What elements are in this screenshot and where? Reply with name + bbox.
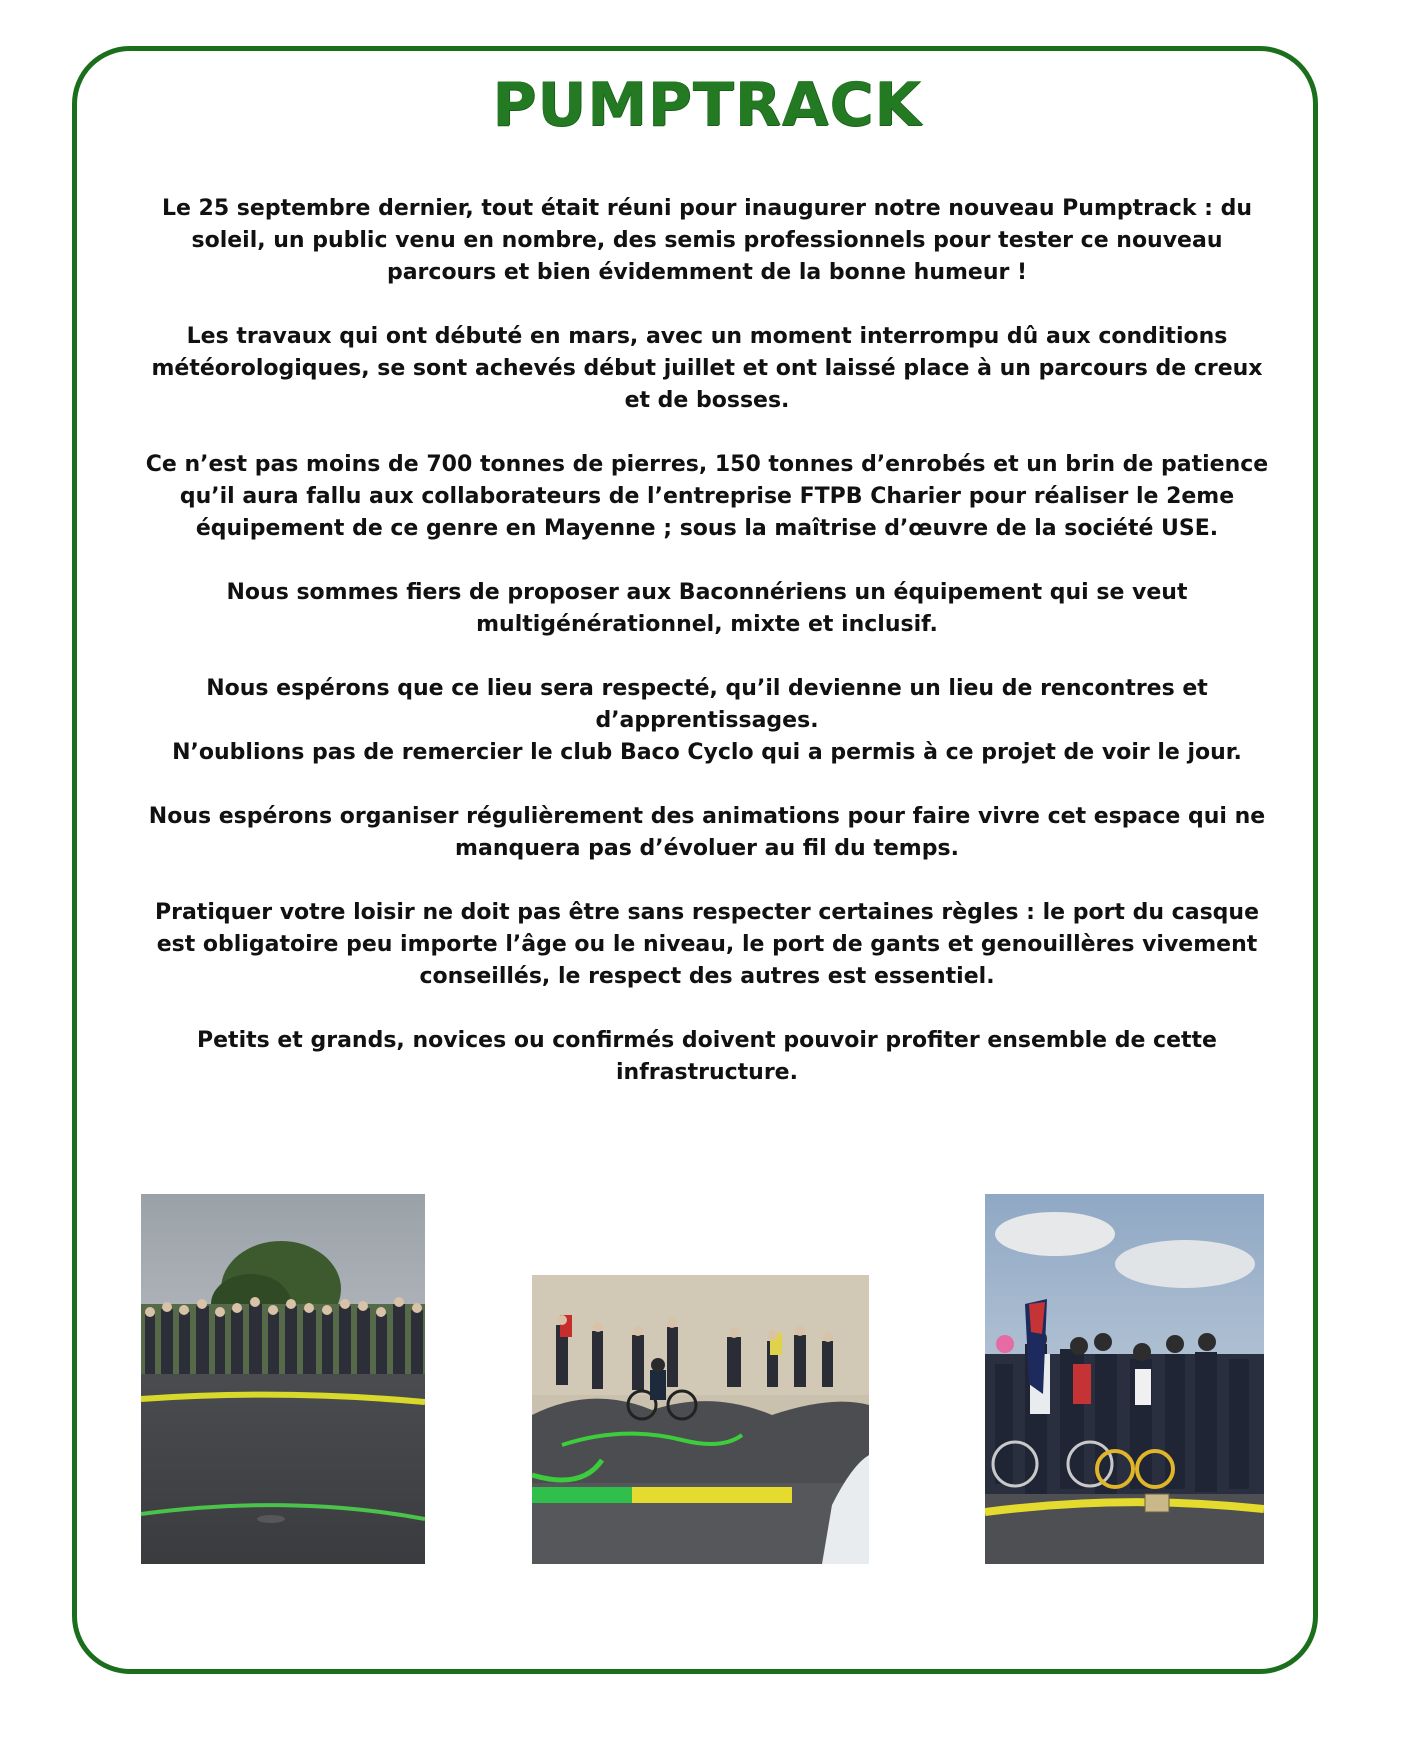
paragraph-equipement: Nous sommes fiers de proposer aux Baconnériens un équipement qui se veut multigénérationnel, mixte et inclusif. <box>226 580 1188 637</box>
photo-kids-with-bikes <box>985 1194 1264 1564</box>
paragraph-travaux: Les travaux qui ont débuté en mars, avec un moment interrompu dû aux conditions météorologiques, se sont achevés début juillet et ont laissé place à un parcours de creux et de bosses. <box>151 324 1263 413</box>
paragraph-regles: Pratiquer votre loisir ne doit pas être sans respecter certaines règles : le port du casque est obligatoire peu importe l’âge ou le niveau, le port de gants et genouillères vivement conseillés, le respect des autres est essentiel. <box>154 900 1259 989</box>
photo-crowd-trackside <box>141 1194 425 1564</box>
photo-riders-on-track <box>532 1275 869 1564</box>
paragraph-inauguration: Le 25 septembre dernier, tout était réuni pour inaugurer notre nouveau Pumptrack : du soleil, un public venu en nombre, des semis professionnels pour tester ce nouveau parcours et bien évidemment de la bonne humeur ! <box>161 196 1253 285</box>
paragraph-animations: Nous espérons organiser régulièrement des animations pour faire vivre cet espace qui ne manquera pas d’évoluer au fil du temps. <box>148 804 1266 861</box>
paragraph-respect: Nous espérons que ce lieu sera respecté, qu’il devienne un lieu de rencontres et d’apprentissages. <box>206 676 1208 733</box>
page-title: PUMPTRACK <box>492 70 922 140</box>
article-body <box>140 193 1274 1121</box>
paragraph-conclusion: Petits et grands, novices ou confirmés doivent pouvoir profiter ensemble de cette infrastructure. <box>197 1028 1217 1085</box>
paragraph-materiaux: Ce n’est pas moins de 700 tonnes de pierres, 150 tonnes d’enrobés et un brin de patience qu’il aura fallu aux collaborateurs de l’entreprise FTPB Charier pour réaliser le 2eme équipement de ce genre en Mayenne ; sous la maîtrise d’œuvre de la société USE. <box>145 452 1269 541</box>
paragraph-remerciements: N’oublions pas de remercier le club Baco Cyclo qui a permis à ce projet de voir le jour. <box>172 740 1242 765</box>
